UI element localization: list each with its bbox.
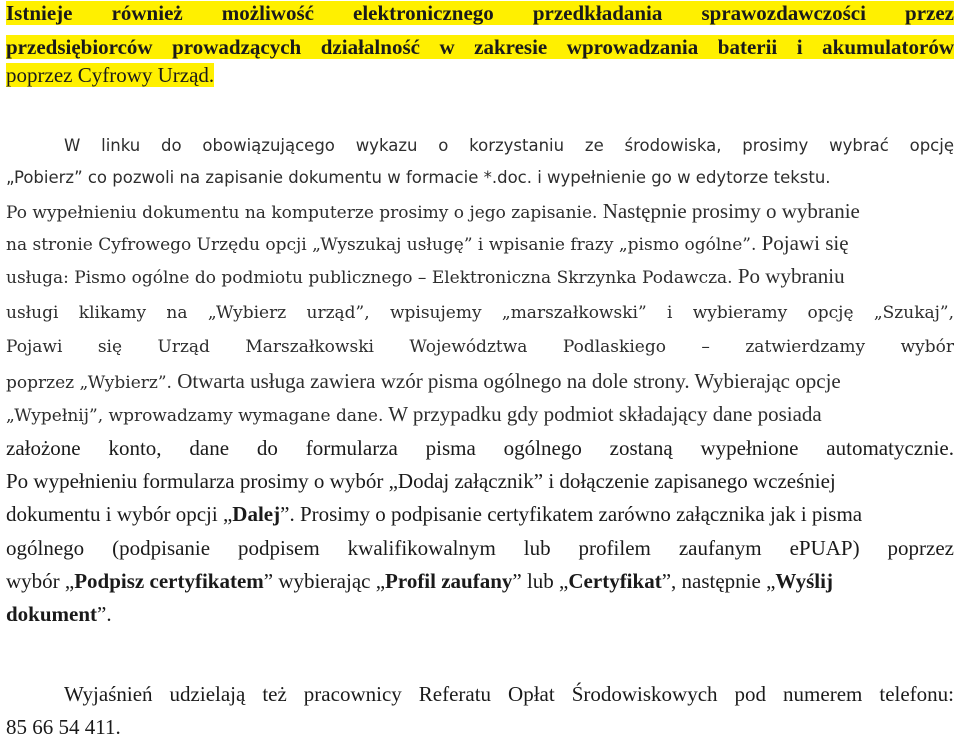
- p2-line-8-a: poprzez „Wybierz”.: [6, 373, 172, 393]
- p2-line-4: [6, 226, 954, 260]
- p2-line-15: [6, 597, 954, 631]
- p2-line-7: Pojawi się Urząd Marszałkowski Województwa Podlaskiego – zatwierdzamy wybór: [6, 337, 954, 357]
- p2-line-5: [6, 259, 954, 293]
- p2-line-5-a: usługa: Pismo ogólne do podmiotu publicznego – Elektroniczna Skrzynka Podawcza.: [6, 268, 733, 288]
- p1-line-2-text: przedsiębiorców prowadzących działalność w zakresie wprowadzania baterii i akumulatorów: [6, 35, 954, 59]
- p2-line-12-c: ”. Prosimy o podpisanie certyfikatem zarówno załącznika jak i pisma: [280, 502, 863, 526]
- p1-line-1-text: Istnieje również możliwość elektronicznego przedkładania sprawozdawczości przez: [6, 1, 954, 25]
- p2-line-5-b: Po wybraniu: [732, 264, 845, 288]
- p2-line-15-a: dokument: [6, 602, 98, 626]
- p2-line-3: [6, 194, 954, 228]
- p2-line-12: [6, 497, 954, 531]
- p2-line-14-h: Wyślij: [775, 569, 833, 593]
- p1-line-1: [6, 0, 954, 30]
- p3-line-1: Wyjaśnień udzielają też pracownicy Referatu Opłat Środowiskowych pod numerem telefonu:: [64, 682, 954, 706]
- p2-line-6: usługi klikamy na „Wybierz urząd”, wpisujemy „marszałkowski” i wybieramy opcję „Szukaj”,: [6, 303, 954, 323]
- p2-line-3-b: Następnie prosimy o wybranie: [597, 199, 860, 223]
- p2-line-14-e: ” lub „: [512, 569, 569, 593]
- p2-line-11: Po wypełnieniu formularza prosimy o wybór „Dodaj załącznik” i dołączenie zapisanego wcześniej: [6, 469, 836, 493]
- p2-line-12-b: Dalej: [232, 502, 281, 526]
- p1-line-3: [6, 58, 954, 92]
- p2-line-14-g: ”, następnie „: [661, 569, 776, 593]
- p2-line-14: [6, 564, 954, 598]
- p2-line-13: ogólnego (podpisanie podpisem kwalifikowalnym lub profilem zaufanym ePUAP) poprzez: [6, 536, 954, 560]
- p2-line-14-a: wybór „: [6, 569, 75, 593]
- p2-line-15-b: ”.: [97, 602, 112, 626]
- p2-line-1: W linku do obowiązującego wykazu o korzystaniu ze środowiska, prosimy wybrać opcję: [64, 136, 954, 155]
- p2-line-12-a: dokumentu i wybór opcji „: [6, 502, 233, 526]
- p2-line-2: „Pobierz” co pozwoli na zapisanie dokumentu w formacie *.doc. i wypełnienie go w edytorze tekstu.: [6, 168, 831, 187]
- p1-line-3-text: poprzez Cyfrowy Urząd.: [6, 63, 215, 87]
- p2-line-14-d: Profil zaufany: [385, 569, 513, 593]
- p2-line-8: [6, 364, 954, 398]
- p2-line-9: [6, 397, 954, 431]
- p2-line-9-b: W przypadku gdy podmiot składający dane posiada: [383, 402, 822, 426]
- p2-line-4-a: na stronie Cyfrowego Urzędu opcji „Wyszukaj usługę” i wpisanie frazy „pismo ogólne”.: [6, 235, 757, 255]
- p2-line-8-b: Otwarta usługa zawiera wzór pisma ogólnego na dole strony. Wybierając opcje: [171, 369, 841, 393]
- p2-line-3-a: Po wypełnieniu dokumentu na komputerze prosimy o jego zapisanie.: [6, 203, 598, 223]
- p3-line-2: 85 66 54 411.: [6, 715, 121, 739]
- p2-line-9-a: „Wypełnij”, wprowadzamy wymagane dane.: [6, 406, 384, 426]
- p2-line-4-b: Pojawi się: [756, 231, 849, 255]
- p2-line-10: założone konto, dane do formularza pisma ogólnego zostaną wypełnione automatycznie.: [6, 436, 954, 460]
- p2-line-14-c: ” wybierając „: [263, 569, 386, 593]
- p2-line-14-b: Podpisz certyfikatem: [74, 569, 264, 593]
- p2-line-14-f: Certyfikat: [568, 569, 662, 593]
